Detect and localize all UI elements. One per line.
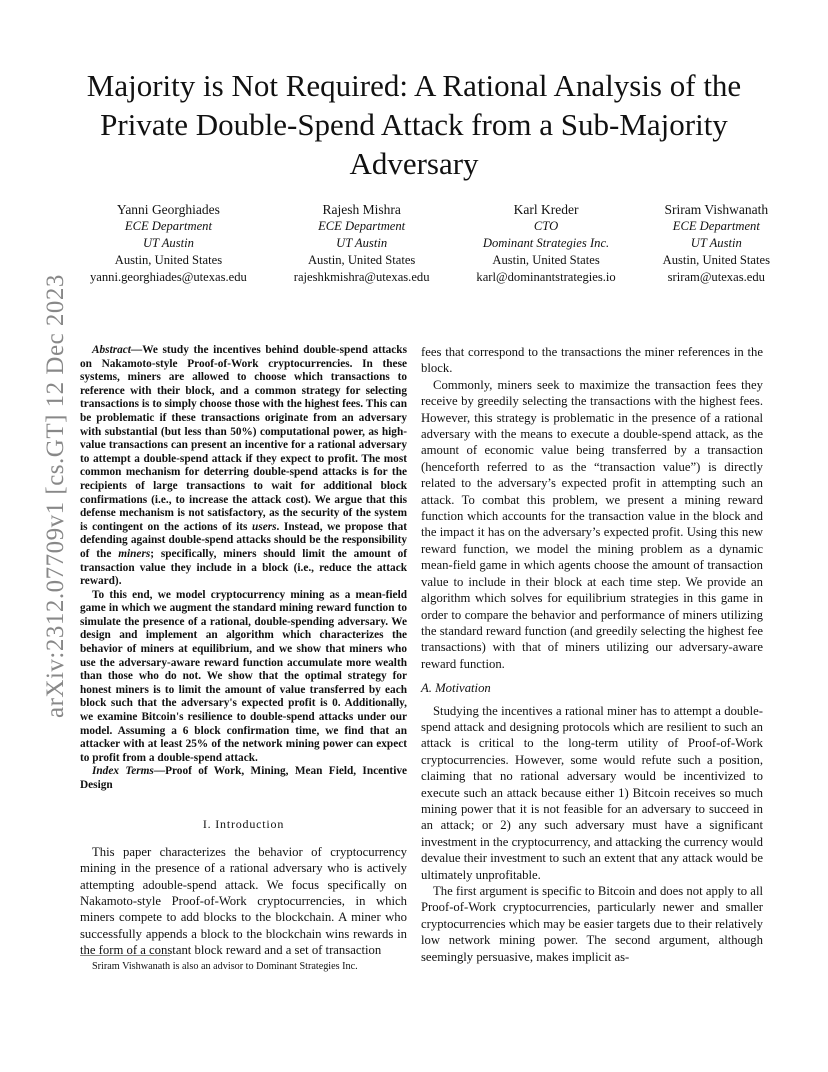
author-org: UT Austin [690, 236, 742, 250]
author-dept: ECE Department [318, 219, 406, 233]
abstract-text: —We study the incentives behind double-spend attacks on Nakamoto-style Proof-of-Work cryptocurrencies. In these systems, miners are allowed to choose which transactions to reference with their block, and a common strategy for selecting transactions is to simply choose those with the highest fees. This can be problematic if these transactions originate from an adversary with substantial (but less than 50%) computational power, as high-value transactions can present an incentive for a rational adversary to attempt a double-spend attack if they expect to profit. The most common mechanism for deterring double-spend attacks is for the recipients of large transactions to wait for additional block confirmations (i.e., to increase the attack cost). We argue that this defense mechanism is not satisfactory, as the security of the system is contingent on the actions of its [80, 344, 407, 533]
footnote-rule [80, 955, 170, 956]
section-heading-introduction: I. Introduction [202, 816, 285, 831]
author-location: Austin, United States [307, 253, 416, 267]
index-terms-text: —Proof of Work, Mining, Mean Field, Incentive Design [80, 765, 407, 791]
subsection-heading-motivation: A. Motivation [421, 681, 491, 696]
author-1 [90, 201, 247, 286]
paper-title: Majority is Not Required: A Rational Analysis of the Private Double-Spend Attack from a Sub-Majority Adversary [86, 68, 742, 181]
author-name: Yanni Georghiades [116, 202, 220, 217]
author-location: Austin, United States [114, 253, 223, 267]
right-paragraph-2: Studying the incentives a rational miner has to attempt a double-spend attack and designing protocols which are resilient to such an attack is critical to the long-term utility of Proof-of-Work cryptocurrencies. However, some would refute such a position, claiming that no rational adversary would be incentivized to execute such an attack because either 1) Bitcoin receives so much mining power that it is not feasible for an adversary to succeed in an attack; or 2) any such adversary must have a significant investment in the cryptocurrency, and attacking the currency would devalue their investment to such an extent that any attack would be ultimately unprofitable. [421, 703, 763, 882]
author-4 [663, 201, 770, 286]
author-org: Dominant Strategies Inc. [482, 236, 610, 250]
author-name: Rajesh Mishra [322, 202, 401, 217]
index-terms-label: Index Terms [92, 765, 154, 778]
right-paragraph-continued: fees that correspond to the transactions the miner references in the block. [421, 345, 763, 376]
index-terms [80, 765, 407, 792]
author-dept: ECE Department [124, 219, 212, 233]
right-paragraph-1: Commonly, miners seek to maximize the transaction fees they receive by greedily selecting the transactions with the highest fees. However, this strategy is problematic in the presence of a rational adversary with the means to execute a double-spend attack, as the amount of economic value being transferred by a transaction (henceforth referred to as the “transaction value”) is directly related to the adversary’s expected profit in attempting such an attack. To combat this problem, we present a mining reward function which accounts for the transaction value in the block and the impact it has on the adversary’s expected profit. Using this new reward function, we model the mining problem as a dynamic mean-field game in which agents choose the amount of transaction value to include in their block at each time step. We provide an algorithm which solves for equilibrium strategies in this game in order to compare the behavior and performance of miners utilizing the standard reward function (and greedily selecting the highest fee transactions) with that of miners utilizing our adversary-aware reward function. [421, 377, 763, 671]
author-org: UT Austin [336, 236, 388, 250]
author-block [90, 201, 770, 286]
abstract-label: Abstract [92, 344, 131, 356]
abstract-paragraph-1 [80, 344, 407, 589]
author-dept: CTO [533, 219, 559, 233]
author-dept: ECE Department [672, 219, 760, 233]
author-org: UT Austin [142, 236, 194, 250]
author-email: rajeshkmishra@utexas.edu [293, 270, 430, 284]
abstract-paragraph-2: To this end, we model cryptocurrency mining as a mean-field game in which we augment the standard mining reward function to simulate the presence of a rational, double-spending adversary. We design and implement an algorithm which characterizes the behavior of miners at equilibrium, and we show that miners who use the adversary-aware reward function accumulate more wealth than those who do not. We show that the optimal strategy for honest miners is to limit the amount of value transferred by each block such that the adversary's expected profit is 0. Additionally, we examine Bitcoin's resilience to double-spend attacks under our model. Assuming a 6 block confirmation time, we find that an attacker with at least 25% of the network mining power can expect to profit from a double-spend attack. [80, 588, 407, 764]
author-3 [476, 201, 615, 286]
author-email: sriram@utexas.edu [667, 270, 765, 284]
author-2 [294, 201, 430, 286]
author-location: Austin, United States [662, 253, 770, 267]
abstract-emph-users: users [252, 520, 277, 533]
author-name: Karl Kreder [513, 202, 579, 217]
abstract [80, 344, 407, 793]
intro-paragraph-1: This paper characterizes the behavior of cryptocurrency mining in the presence of a rational adversary who is actively attempting adouble-spend attack. We focus specifically on Nakamoto-style Proof-of-Work cryptocurrencies, in which miners compete to add blocks to the blockchain. A miner who successfully appends a block to the blockchain wins rewards in the form of a constant block reward and a set of transaction [80, 844, 407, 958]
author-email: yanni.georghiades@utexas.edu [90, 270, 247, 284]
author-email: karl@dominantstrategies.io [476, 270, 616, 284]
right-column [421, 344, 763, 965]
introduction [80, 844, 407, 959]
author-name: Sriram Vishwanath [664, 202, 769, 217]
right-paragraph-3: The first argument is specific to Bitcoin and does not apply to all Proof-of-Work cryptocurrencies, particularly newer and smaller cryptocurrencies which may be easier targets due to their relatively low network mining power. The second argument, although seemingly persuasive, makes implicit as- [421, 884, 763, 964]
abstract-emph-miners: miners [118, 547, 151, 560]
abstract-text: . Instead, we propose that defending against double-spend attacks should be the responsibility of the [80, 520, 407, 560]
arxiv-sidebar-stamp: arXiv:2312.07709v1 [cs.GT] 12 Dec 2023 [42, 274, 69, 718]
abstract-text: ; specifically, miners should limit the amount of transaction value they include in a block (i.e., reduce the attack reward). [80, 547, 407, 588]
footnote: Sriram Vishwanath is also an advisor to Dominant Strategies Inc. [92, 961, 358, 972]
left-column [80, 344, 407, 959]
author-location: Austin, United States [492, 253, 600, 267]
